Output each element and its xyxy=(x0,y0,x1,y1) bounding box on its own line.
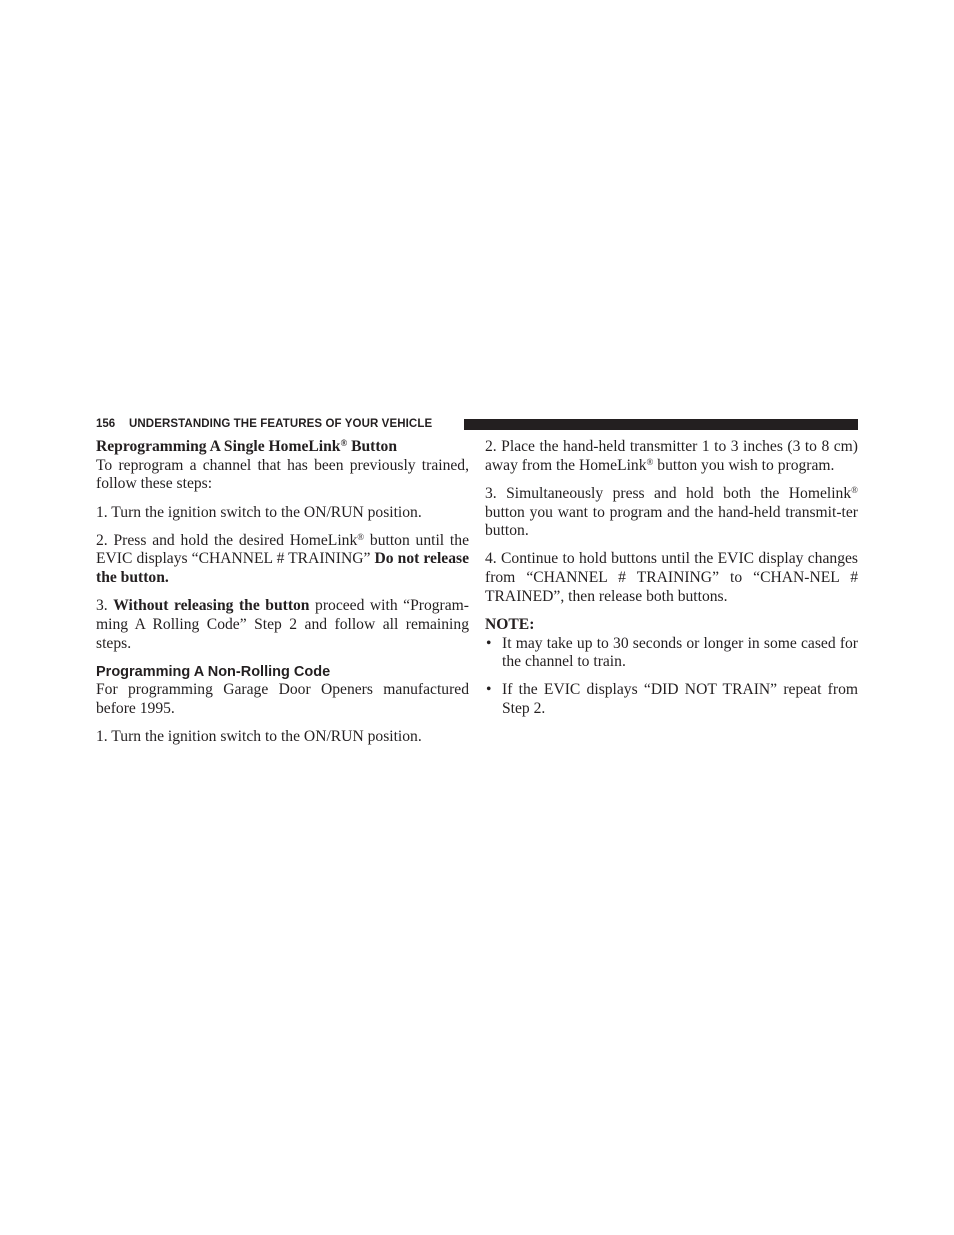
page-header xyxy=(96,416,858,432)
left-column xyxy=(96,438,469,756)
registered-mark: ® xyxy=(646,456,654,467)
non-rolling-step-4: 4. Continue to hold buttons until the EVIC display changes from “CHANNEL # TRAINING” to “CHAN-NEL # TRAINED”, then release both buttons. xyxy=(485,550,858,605)
reprogram-step-2: 2. Press and hold the desired HomeLink® button until the EVIC displays “CHANNEL # TRAINING” Do not release the button. xyxy=(96,531,469,586)
header-rule-bar xyxy=(464,419,858,430)
note-heading: NOTE: xyxy=(485,615,535,633)
bullet-icon: • xyxy=(486,634,492,652)
registered-mark: ® xyxy=(357,531,365,542)
non-rolling-step-3: 3. Simultaneously press and hold both the Homelink® button you want to program and the hand-held transmit-ter button. xyxy=(485,484,858,540)
warning-text: Do not release the button. xyxy=(96,550,469,586)
heading-reprogramming-homelink: Reprogramming A Single HomeLink® Button xyxy=(96,438,398,455)
non-rolling-intro: For programming Garage Door Openers manufactured before 1995. xyxy=(96,681,469,717)
note-list xyxy=(485,635,858,719)
reprogram-intro: To reprogram a channel that has been previously trained, follow these steps: xyxy=(96,456,469,493)
registered-mark: ® xyxy=(340,438,348,448)
reprogram-step-3: 3. Without releasing the button proceed with “Program-ming A Rolling Code” Step 2 and follow all remaining steps. xyxy=(96,597,469,652)
list-item: • It may take up to 30 seconds or longer in some cased for the channel to train. xyxy=(486,634,858,671)
list-item: • If the EVIC displays “DID NOT TRAIN” repeat from Step 2. xyxy=(486,681,858,717)
section-title: UNDERSTANDING THE FEATURES OF YOUR VEHICLE xyxy=(129,418,433,430)
heading-non-rolling-code: Programming A Non-Rolling Code xyxy=(96,663,331,680)
right-column xyxy=(485,438,858,728)
bullet-icon: • xyxy=(486,681,492,699)
non-rolling-step-1: 1. Turn the ignition switch to the ON/RUN position. xyxy=(96,728,422,746)
emphasis-text: Without releasing the button xyxy=(113,597,310,615)
reprogram-step-1: 1. Turn the ignition switch to the ON/RUN position. xyxy=(96,503,422,521)
page-number: 156 xyxy=(96,418,116,430)
registered-mark: ® xyxy=(851,484,858,495)
non-rolling-step-2: 2. Place the hand-held transmitter 1 to 3 inches (3 to 8 cm) away from the HomeLink® button you wish to program. xyxy=(485,438,858,474)
